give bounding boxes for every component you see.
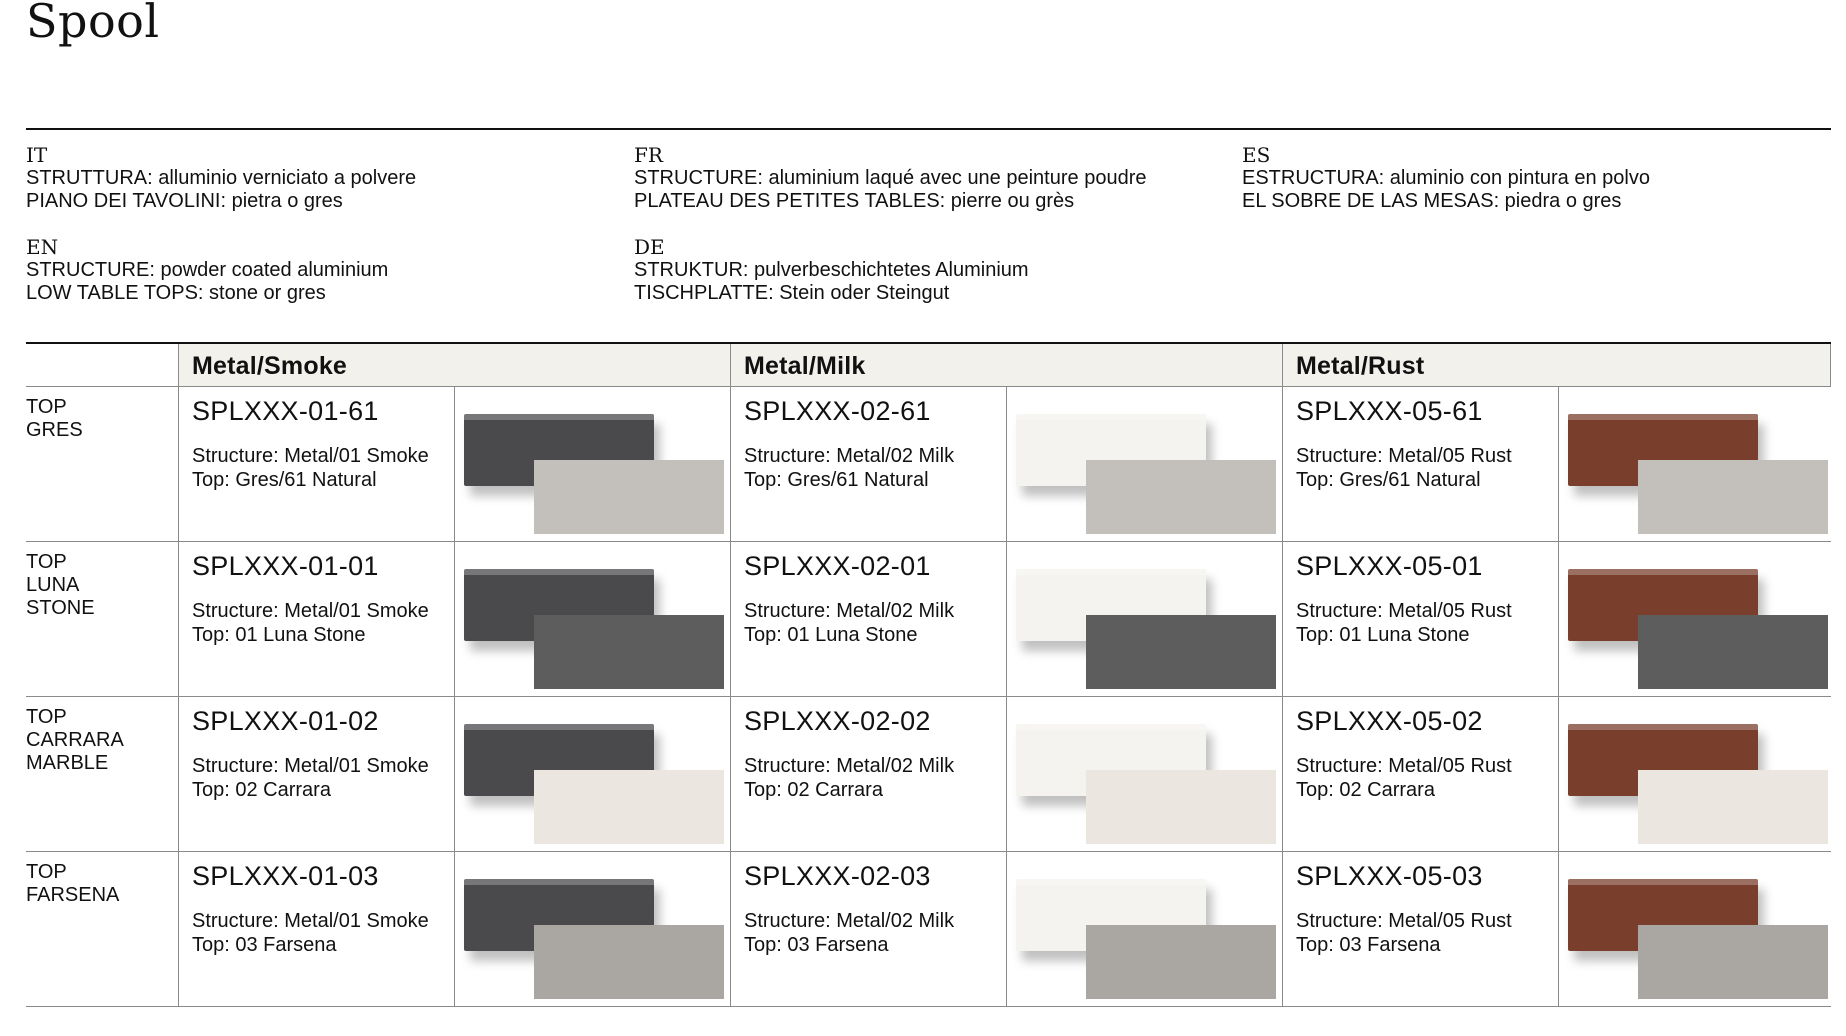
column-divider <box>1558 386 1559 1006</box>
row-label-line: TOP <box>26 861 67 883</box>
top-material-sample <box>1638 615 1828 689</box>
product-top-text: Top: 01 Luna Stone <box>1296 624 1470 646</box>
product-description <box>744 444 954 492</box>
product-structure-text: Structure: Metal/05 Rust <box>1296 600 1512 622</box>
material-swatch-image <box>464 549 734 689</box>
top-material-sample <box>534 460 724 534</box>
row-divider <box>26 541 1831 542</box>
lang-block-es <box>1242 144 1842 213</box>
top-material-sample <box>1086 770 1276 844</box>
product-structure-text: Structure: Metal/02 Milk <box>744 600 955 622</box>
row-label <box>26 396 83 442</box>
lang-block-it <box>26 144 626 213</box>
top-material-sample <box>1638 925 1828 999</box>
header-divider <box>26 386 1831 387</box>
material-swatch-image <box>1016 394 1286 534</box>
lang-block-en <box>26 236 626 305</box>
lang-code: IT <box>26 143 48 167</box>
product-description <box>1296 444 1512 492</box>
row-label-line: GRES <box>26 419 83 441</box>
product-description <box>1296 909 1512 957</box>
column-divider <box>454 386 455 1006</box>
lang-line: STRUKTUR: pulverbeschichtetes Aluminium <box>634 259 1029 281</box>
product-top-text: Top: Gres/61 Natural <box>192 469 377 491</box>
row-label-line: CARRARA <box>26 729 124 751</box>
product-top-text: Top: 01 Luna Stone <box>744 624 918 646</box>
lang-line: PLATEAU DES PETITES TABLES: pierre ou grès <box>634 190 1075 212</box>
row-divider <box>26 851 1831 852</box>
product-structure-text: Structure: Metal/05 Rust <box>1296 910 1512 932</box>
row-label-line: FARSENA <box>26 884 120 906</box>
product-structure-text: Structure: Metal/02 Milk <box>744 445 955 467</box>
product-description <box>192 599 429 647</box>
column-divider <box>178 344 179 1006</box>
lang-block-de <box>634 236 1234 305</box>
product-code: SPLXXX-05-02 <box>1296 706 1483 736</box>
lang-code: DE <box>634 235 665 259</box>
product-description <box>1296 754 1512 802</box>
top-material-sample <box>1086 615 1276 689</box>
column-header-metal-milk: Metal/Milk <box>744 352 866 380</box>
row-label-line: TOP <box>26 396 67 418</box>
product-code: SPLXXX-01-61 <box>192 396 379 426</box>
product-top-text: Top: Gres/61 Natural <box>744 469 929 491</box>
table-top-rule <box>26 342 1831 344</box>
row-label <box>26 861 119 907</box>
page-title: Spool <box>26 0 160 48</box>
product-code: SPLXXX-02-01 <box>744 551 931 581</box>
product-code: SPLXXX-01-01 <box>192 551 379 581</box>
lang-line: PIANO DEI TAVOLINI: pietra o gres <box>26 190 343 212</box>
product-structure-text: Structure: Metal/02 Milk <box>744 755 955 777</box>
column-divider <box>1830 344 1831 386</box>
material-swatch-image <box>464 394 734 534</box>
top-divider <box>26 128 1831 130</box>
product-top-text: Top: 02 Carrara <box>744 779 883 801</box>
product-structure-text: Structure: Metal/05 Rust <box>1296 755 1512 777</box>
lang-line: STRUTTURA: alluminio verniciato a polvere <box>26 167 417 189</box>
product-code: SPLXXX-02-03 <box>744 861 931 891</box>
product-code: SPLXXX-05-03 <box>1296 861 1483 891</box>
material-swatch-image <box>1568 859 1838 999</box>
product-structure-text: Structure: Metal/01 Smoke <box>192 755 429 777</box>
material-swatch-image <box>1568 394 1838 534</box>
lang-line: EL SOBRE DE LAS MESAS: piedra o gres <box>1242 190 1622 212</box>
row-label <box>26 706 124 775</box>
lang-code: ES <box>1242 143 1271 167</box>
product-description <box>192 754 429 802</box>
column-header-metal-smoke: Metal/Smoke <box>192 352 348 380</box>
top-material-sample <box>534 925 724 999</box>
product-structure-text: Structure: Metal/02 Milk <box>744 910 955 932</box>
row-label <box>26 551 95 620</box>
material-swatch-image <box>1016 859 1286 999</box>
product-top-text: Top: 03 Farsena <box>744 934 889 956</box>
material-swatch-image <box>1568 704 1838 844</box>
product-code: SPLXXX-05-61 <box>1296 396 1483 426</box>
product-code: SPLXXX-01-03 <box>192 861 379 891</box>
row-label-line: TOP <box>26 706 67 728</box>
product-description <box>744 754 954 802</box>
product-code: SPLXXX-02-02 <box>744 706 931 736</box>
top-material-sample <box>1086 925 1276 999</box>
variant-table <box>26 342 1831 1006</box>
table-bottom-rule <box>26 1006 1831 1007</box>
product-top-text: Top: 03 Farsena <box>1296 934 1441 956</box>
row-label-line: TOP <box>26 551 67 573</box>
lang-line: LOW TABLE TOPS: stone or gres <box>26 282 326 304</box>
product-top-text: Top: 02 Carrara <box>192 779 331 801</box>
table-header <box>178 344 1831 386</box>
row-label-line: MARBLE <box>26 752 109 774</box>
row-label-line: STONE <box>26 597 95 619</box>
column-divider <box>1006 386 1007 1006</box>
product-description <box>192 909 429 957</box>
material-swatch-image <box>1016 549 1286 689</box>
product-top-text: Top: 01 Luna Stone <box>192 624 366 646</box>
product-structure-text: Structure: Metal/05 Rust <box>1296 445 1512 467</box>
lang-line: TISCHPLATTE: Stein oder Steingut <box>634 282 950 304</box>
material-swatch-image <box>464 704 734 844</box>
top-material-sample <box>1086 460 1276 534</box>
product-top-text: Top: Gres/61 Natural <box>1296 469 1481 491</box>
row-label-line: LUNA <box>26 574 80 596</box>
top-material-sample <box>1638 460 1828 534</box>
product-description <box>192 444 429 492</box>
material-swatch-image <box>1568 549 1838 689</box>
top-material-sample <box>534 615 724 689</box>
product-code: SPLXXX-01-02 <box>192 706 379 736</box>
product-structure-text: Structure: Metal/01 Smoke <box>192 445 429 467</box>
product-structure-text: Structure: Metal/01 Smoke <box>192 910 429 932</box>
product-structure-text: Structure: Metal/01 Smoke <box>192 600 429 622</box>
lang-line: ESTRUCTURA: aluminio con pintura en polvo <box>1242 167 1650 189</box>
lang-code: EN <box>26 235 59 259</box>
product-description <box>744 909 954 957</box>
lang-line: STRUCTURE: aluminium laqué avec une peinture poudre <box>634 167 1147 189</box>
lang-code: FR <box>634 143 663 167</box>
product-top-text: Top: 02 Carrara <box>1296 779 1435 801</box>
lang-line: STRUCTURE: powder coated aluminium <box>26 259 389 281</box>
lang-block-fr <box>634 144 1234 213</box>
product-top-text: Top: 03 Farsena <box>192 934 337 956</box>
row-divider <box>26 696 1831 697</box>
material-swatch-image <box>464 859 734 999</box>
product-code: SPLXXX-02-61 <box>744 396 931 426</box>
product-description <box>1296 599 1512 647</box>
product-description <box>744 599 954 647</box>
material-swatch-image <box>1016 704 1286 844</box>
column-header-metal-rust: Metal/Rust <box>1296 352 1425 380</box>
top-material-sample <box>1638 770 1828 844</box>
top-material-sample <box>534 770 724 844</box>
product-code: SPLXXX-05-01 <box>1296 551 1483 581</box>
